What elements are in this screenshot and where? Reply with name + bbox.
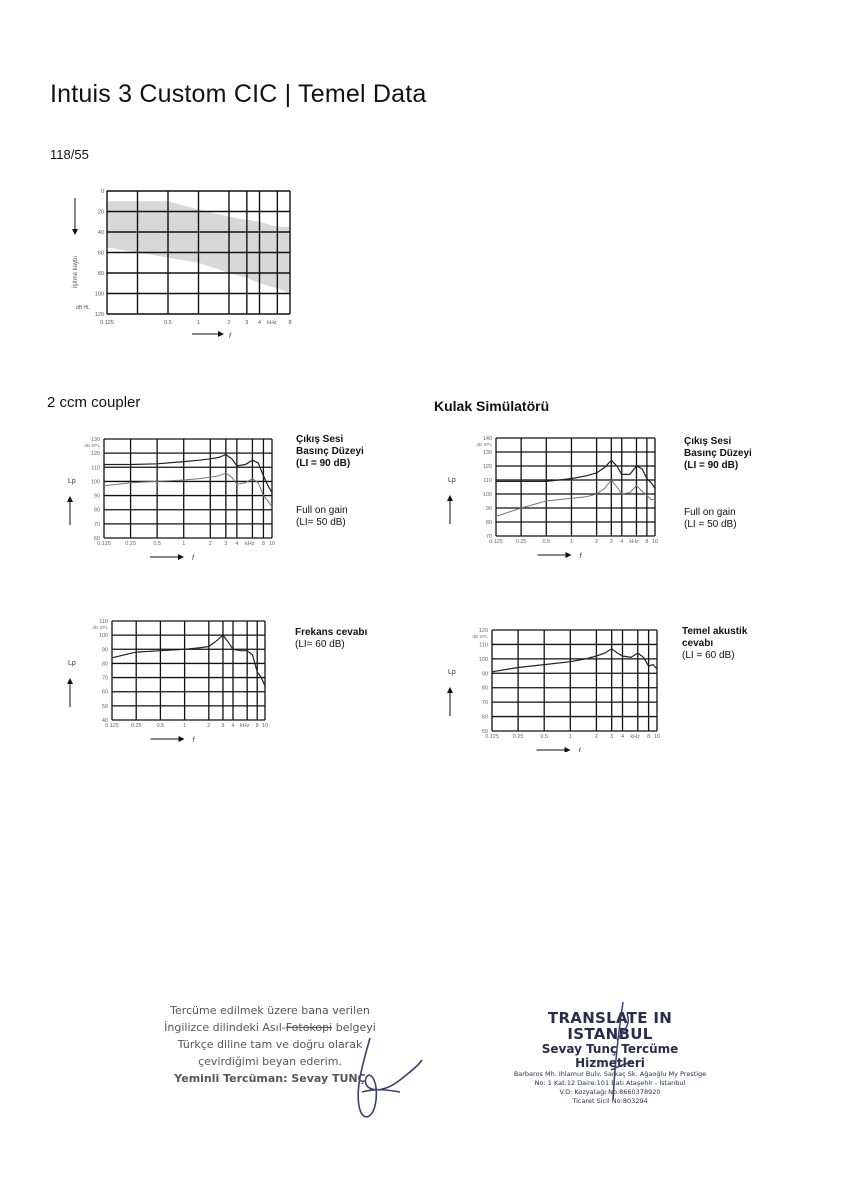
chart-x-tick: 10 xyxy=(268,541,276,547)
chart-y-tick: 50 xyxy=(481,729,488,735)
chart-y-tick: 120 xyxy=(478,628,488,634)
chart-x-tick: 0.5 xyxy=(542,539,551,545)
chart-y-tick: 80 xyxy=(485,520,492,526)
legend-line: (LI= 60 dB) xyxy=(295,639,345,650)
chart-x-tick: 3 xyxy=(224,541,228,547)
chart-y-tick: 130 xyxy=(482,450,492,456)
chart-x-tick: 0.5 xyxy=(153,541,161,547)
legend-line: (LI = 90 dB) xyxy=(296,458,351,469)
legend-line: cevabı xyxy=(682,638,714,649)
chart-x-tick: 10 xyxy=(261,723,269,729)
chart-x-tick: 0.25 xyxy=(125,541,136,547)
coupler-frequency-response-chart xyxy=(60,614,290,744)
stamp-line: No: 1 Kat:12 Daire:101 Batı Ataşehir - İstanbul xyxy=(534,1079,686,1087)
legend-line: Full on gain xyxy=(296,505,348,516)
audiogram-y-tick: 80 xyxy=(97,271,104,277)
chart-x-symbol: f xyxy=(578,748,581,752)
stamp-line: Ticaret Sicil No:803294 xyxy=(572,1097,648,1105)
simulator-output-chart xyxy=(440,432,680,562)
chart-y-tick: 120 xyxy=(90,451,100,458)
chart-y-label: Lp xyxy=(68,660,76,667)
audiogram-x-tick: kHz xyxy=(267,320,277,326)
stamp-line: Sevay Tunç Tercüme Hizmetleri xyxy=(541,1042,679,1070)
chart-y-tick: 90 xyxy=(485,506,492,512)
legend-line: Basınç Düzeyi xyxy=(296,446,364,457)
chart-x-tick: 0.125 xyxy=(485,734,499,740)
chart-y-tick: 140 xyxy=(482,436,492,442)
chart-x-tick: 0.25 xyxy=(515,539,527,545)
chart-y-tick: 50 xyxy=(101,703,108,710)
chart-y-unit: dB SPL xyxy=(92,625,108,630)
chart-x-tick: 0.5 xyxy=(540,734,549,740)
chart-x-tick: 8 xyxy=(645,539,649,545)
chart-x-tick: 0.5 xyxy=(156,723,165,729)
chart-x-tick: 0.25 xyxy=(130,723,142,729)
series-line-primary xyxy=(112,635,265,686)
chart-x-tick: 1 xyxy=(569,539,573,545)
series-line-primary xyxy=(104,455,272,493)
chart-x-tick: 0.125 xyxy=(489,539,503,545)
statement-line: Türkçe diline tam ve doğru olarak xyxy=(177,1038,363,1051)
chart-y-tick: 90 xyxy=(101,647,108,654)
legend-line: (LI = 60 dB) xyxy=(682,650,735,661)
legend-line: Çıkış Sesi xyxy=(684,436,732,447)
coupler-top-legend-2 xyxy=(296,505,348,529)
up-arrow-head-icon xyxy=(447,687,453,693)
chart-x-tick: 0.125 xyxy=(97,541,111,547)
stamp-line: Barbaros Mh. Ihlamur Bulv. Sarkaç Sk. Ağaoğlu My Prestige xyxy=(513,1070,707,1078)
legend-line: (LI = 50 dB) xyxy=(684,519,737,530)
audiogram-y-tick: 20 xyxy=(97,209,104,216)
audiogram-chart xyxy=(62,183,302,343)
audiogram-x-symbol: f xyxy=(229,333,231,340)
sim-top-legend-1 xyxy=(684,436,752,472)
legend-line: Basınç Düzeyi xyxy=(684,448,752,459)
chart-x-symbol: f xyxy=(192,555,194,562)
legend-line: Temel akustik xyxy=(682,626,748,637)
coupler-bottom-legend xyxy=(295,627,367,651)
audiogram-x-tick: 1 xyxy=(196,320,201,326)
chart-y-unit: dB SPL xyxy=(84,443,100,448)
chart-grid xyxy=(492,630,657,731)
chart-y-tick: 130 xyxy=(90,437,100,443)
chart-y-tick: 80 xyxy=(93,507,100,514)
chart-x-tick: 2 xyxy=(595,539,599,545)
chart-y-tick: 100 xyxy=(482,492,492,498)
chart-x-tick: 3 xyxy=(221,723,225,729)
audiogram-x-tick: 0.125 xyxy=(100,320,114,326)
chart-x-tick: 8 xyxy=(647,734,651,740)
audiogram-y-tick: 40 xyxy=(97,230,104,236)
coupler-top-legend-1 xyxy=(296,434,364,470)
chart-y-tick: 100 xyxy=(478,656,488,663)
up-arrow-head-icon xyxy=(67,678,73,684)
chart-y-tick: 60 xyxy=(101,689,108,696)
audiogram-y-tick: 100 xyxy=(94,291,104,298)
document-title: Intuis 3 Custom CIC | Temel Data xyxy=(50,80,427,108)
chart-y-label: Lp xyxy=(448,477,456,484)
chart-y-tick: 70 xyxy=(485,534,492,540)
chart-y-tick: 80 xyxy=(101,661,108,668)
chart-y-unit: dB SPL xyxy=(476,442,492,447)
section-coupler: 2 ccm coupler xyxy=(47,394,141,411)
audiogram-y-tick: 60 xyxy=(97,250,104,257)
section-simulator: Kulak Simülatörü xyxy=(434,398,550,414)
chart-x-tick: 4 xyxy=(231,723,235,729)
right-arrow-head-icon xyxy=(218,331,224,337)
chart-x-tick: kHz xyxy=(629,539,639,545)
chart-x-tick: 1 xyxy=(183,723,187,729)
chart-y-tick: 90 xyxy=(93,493,100,500)
chart-x-tick: 0.25 xyxy=(512,734,524,740)
chart-y-tick: 110 xyxy=(483,478,492,484)
chart-y-tick: 110 xyxy=(479,642,488,649)
chart-x-tick: 2 xyxy=(594,734,598,740)
right-arrow-head-icon xyxy=(566,552,572,558)
chart-x-tick: kHz xyxy=(245,541,255,547)
chart-grid xyxy=(112,621,265,720)
chart-grid xyxy=(496,438,655,536)
chart-x-tick: 2 xyxy=(207,723,211,729)
up-arrow-head-icon xyxy=(447,495,453,501)
audiogram-y-tick: 0 xyxy=(100,189,104,195)
coupler-output-chart xyxy=(60,432,290,562)
stamp-line: V.D: Kozyatağı No:8660378920 xyxy=(559,1088,661,1096)
chart-y-tick: 70 xyxy=(93,521,100,528)
statement-fragment: İngilizce dilindeki Asıl- xyxy=(164,1021,286,1034)
chart-x-tick: 10 xyxy=(651,539,659,545)
right-arrow-head-icon xyxy=(178,554,184,560)
statement-line: Yeminli Tercüman: Sevay TUNÇ xyxy=(174,1072,366,1085)
audiogram-y-unit: dB HL xyxy=(76,305,90,311)
simulator-basic-response-chart xyxy=(440,622,680,752)
audiogram-x-tick: 0.5 xyxy=(164,320,172,326)
chart-y-tick: 60 xyxy=(93,536,100,542)
chart-y-tick: 70 xyxy=(481,700,488,707)
legend-line: (LI = 90 dB) xyxy=(684,460,739,471)
legend-line: (LI= 50 dB) xyxy=(296,517,346,528)
chart-x-tick: 8 xyxy=(255,723,259,729)
chart-y-tick: 110 xyxy=(99,619,108,625)
chart-y-unit: dB SPL xyxy=(472,634,488,639)
audiogram-y-label: İşitme kaybı xyxy=(73,255,79,288)
chart-x-tick: 4 xyxy=(235,541,239,547)
series-line-full-on-gain xyxy=(104,473,272,507)
chart-y-tick: 100 xyxy=(90,479,100,486)
legend-line: Frekans cevabı xyxy=(295,627,368,638)
legend-line: Full on gain xyxy=(684,507,736,518)
chart-x-tick: 1 xyxy=(568,734,572,740)
chart-x-tick: 4 xyxy=(620,539,624,545)
stamp-signature xyxy=(595,1000,645,1110)
chart-x-symbol: f xyxy=(579,553,582,560)
down-arrow-head-icon xyxy=(72,229,78,235)
chart-x-tick: 10 xyxy=(653,734,661,740)
model-code: 118/55 xyxy=(50,147,89,162)
chart-x-tick: kHz xyxy=(630,734,640,740)
series-line-full-on-gain xyxy=(496,480,655,516)
series-line-primary xyxy=(496,460,655,488)
chart-x-tick: 8 xyxy=(261,541,265,547)
chart-x-symbol: f xyxy=(192,737,195,744)
signature xyxy=(340,1030,430,1130)
up-arrow-head-icon xyxy=(67,496,73,502)
statement-line: çevirdiğimi beyan ederim. xyxy=(198,1055,342,1068)
chart-y-tick: 100 xyxy=(98,633,108,640)
legend-line: Çıkış Sesi xyxy=(296,434,344,445)
chart-y-tick: 70 xyxy=(101,675,108,682)
audiogram-x-tick: 8 xyxy=(288,320,292,326)
chart-grid xyxy=(104,439,272,538)
statement-fragment: belgeyi xyxy=(332,1021,376,1034)
right-arrow-head-icon xyxy=(565,747,571,752)
chart-y-tick: 90 xyxy=(481,671,488,678)
sim-top-legend-2 xyxy=(684,507,737,531)
audiogram-x-tick: 4 xyxy=(257,320,262,326)
chart-x-tick: 3 xyxy=(609,539,613,545)
chart-y-tick: 60 xyxy=(481,714,488,721)
statement-struck-word: Fotokopi xyxy=(285,1021,333,1034)
chart-x-tick: 0.125 xyxy=(105,723,119,729)
chart-x-tick: 3 xyxy=(610,734,614,740)
statement-line: Tercüme edilmek üzere bana verilen xyxy=(170,1004,370,1017)
audiogram-y-tick: 120 xyxy=(94,312,104,318)
audiogram-x-tick: 3 xyxy=(245,320,249,326)
audiogram-x-tick: 2 xyxy=(227,320,231,326)
chart-y-tick: 40 xyxy=(101,718,108,724)
chart-x-tick: 1 xyxy=(182,541,186,547)
chart-x-tick: kHz xyxy=(240,723,250,729)
chart-x-tick: 2 xyxy=(208,541,212,547)
chart-x-tick: 4 xyxy=(620,734,625,740)
series-line-primary xyxy=(492,649,657,672)
right-arrow-head-icon xyxy=(179,736,185,742)
stamp-line: TRANSLATE IN ISTANBUL xyxy=(547,1009,673,1043)
sim-bottom-legend xyxy=(682,626,747,662)
chart-y-tick: 110 xyxy=(91,465,100,472)
chart-y-tick: 80 xyxy=(481,685,488,692)
chart-y-tick: 120 xyxy=(482,464,492,470)
chart-y-label: Lp xyxy=(448,669,456,676)
chart-y-label: Lp xyxy=(68,478,76,485)
